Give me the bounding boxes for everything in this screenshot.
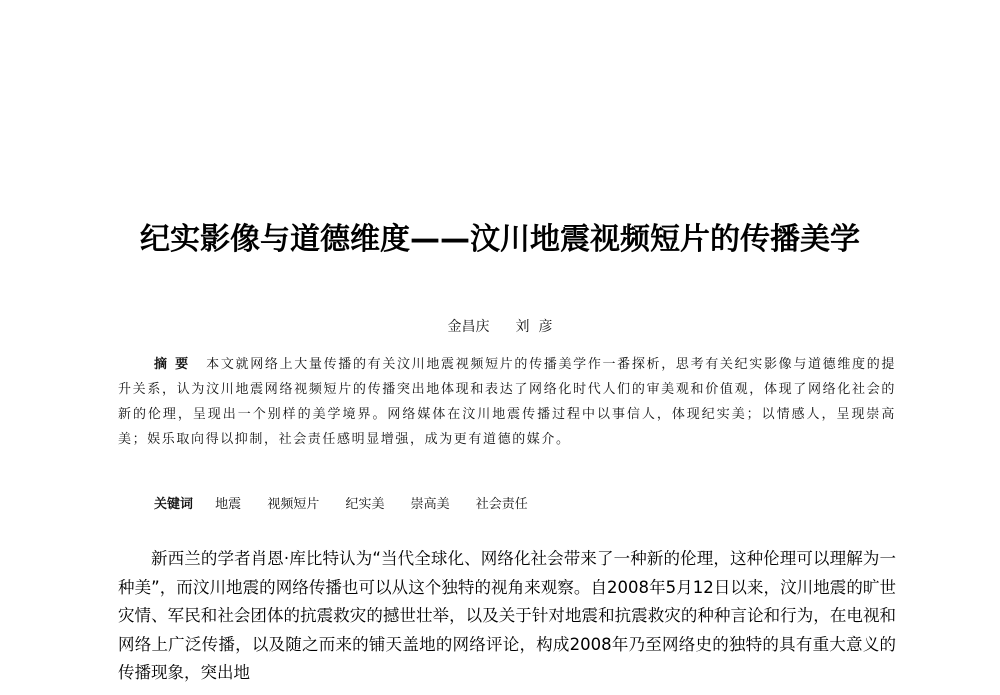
keyword: 地震 (215, 497, 242, 512)
abstract (118, 352, 896, 452)
author-name: 金昌庆 (447, 319, 490, 335)
abstract-label: 摘要 (154, 357, 197, 372)
author-list (0, 316, 1000, 336)
keywords-label: 关键词 (154, 497, 194, 512)
paper-title: 纪实影像与道德维度——汶川地震视频短片的传播美学 (140, 222, 860, 257)
body-text (118, 545, 896, 688)
keyword: 视频短片 (267, 497, 320, 512)
author-name: 刘 彦 (515, 319, 553, 335)
body-paragraph: 新西兰的学者肖恩·库比特认为“当代全球化、网络化社会带来了一种新的伦理，这种伦理可以理解为一种美”，而汶川地震的网络传播也可以从这个独特的视角来观察。自2008年5月12日以来，汶川地震的旷世灾情、军民和社会团体的抗震救灾的撼世壮举，以及关于针对地震和抗震救灾的种种言论和行为，在电视和网络上广泛传播，以及随之而来的铺天盖地的网络评论，构成2008年乃至网络史的独特的具有重大意义的传播现象，突出地 (118, 549, 896, 682)
abstract-text: 本文就网络上大量传播的有关汶川地震视频短片的传播美学作一番探析，思考有关纪实影像与道德维度的提升关系，认为汶川地震网络视频短片的传播突出地体现和表达了网络化时代人们的审美观和价值观，体现了网络化社会的新的伦理，呈现出一个别样的美学境界。网络媒体在汶川地震传播过程中以事信人，体现纪实美；以情感人，呈现崇高美；娱乐取向得以抑制，社会责任感明显增强，成为更有道德的媒介。 (118, 357, 896, 447)
keyword: 社会责任 (475, 497, 528, 512)
keyword: 纪实美 (345, 497, 385, 512)
keywords (154, 493, 550, 512)
keyword: 崇高美 (410, 497, 450, 512)
